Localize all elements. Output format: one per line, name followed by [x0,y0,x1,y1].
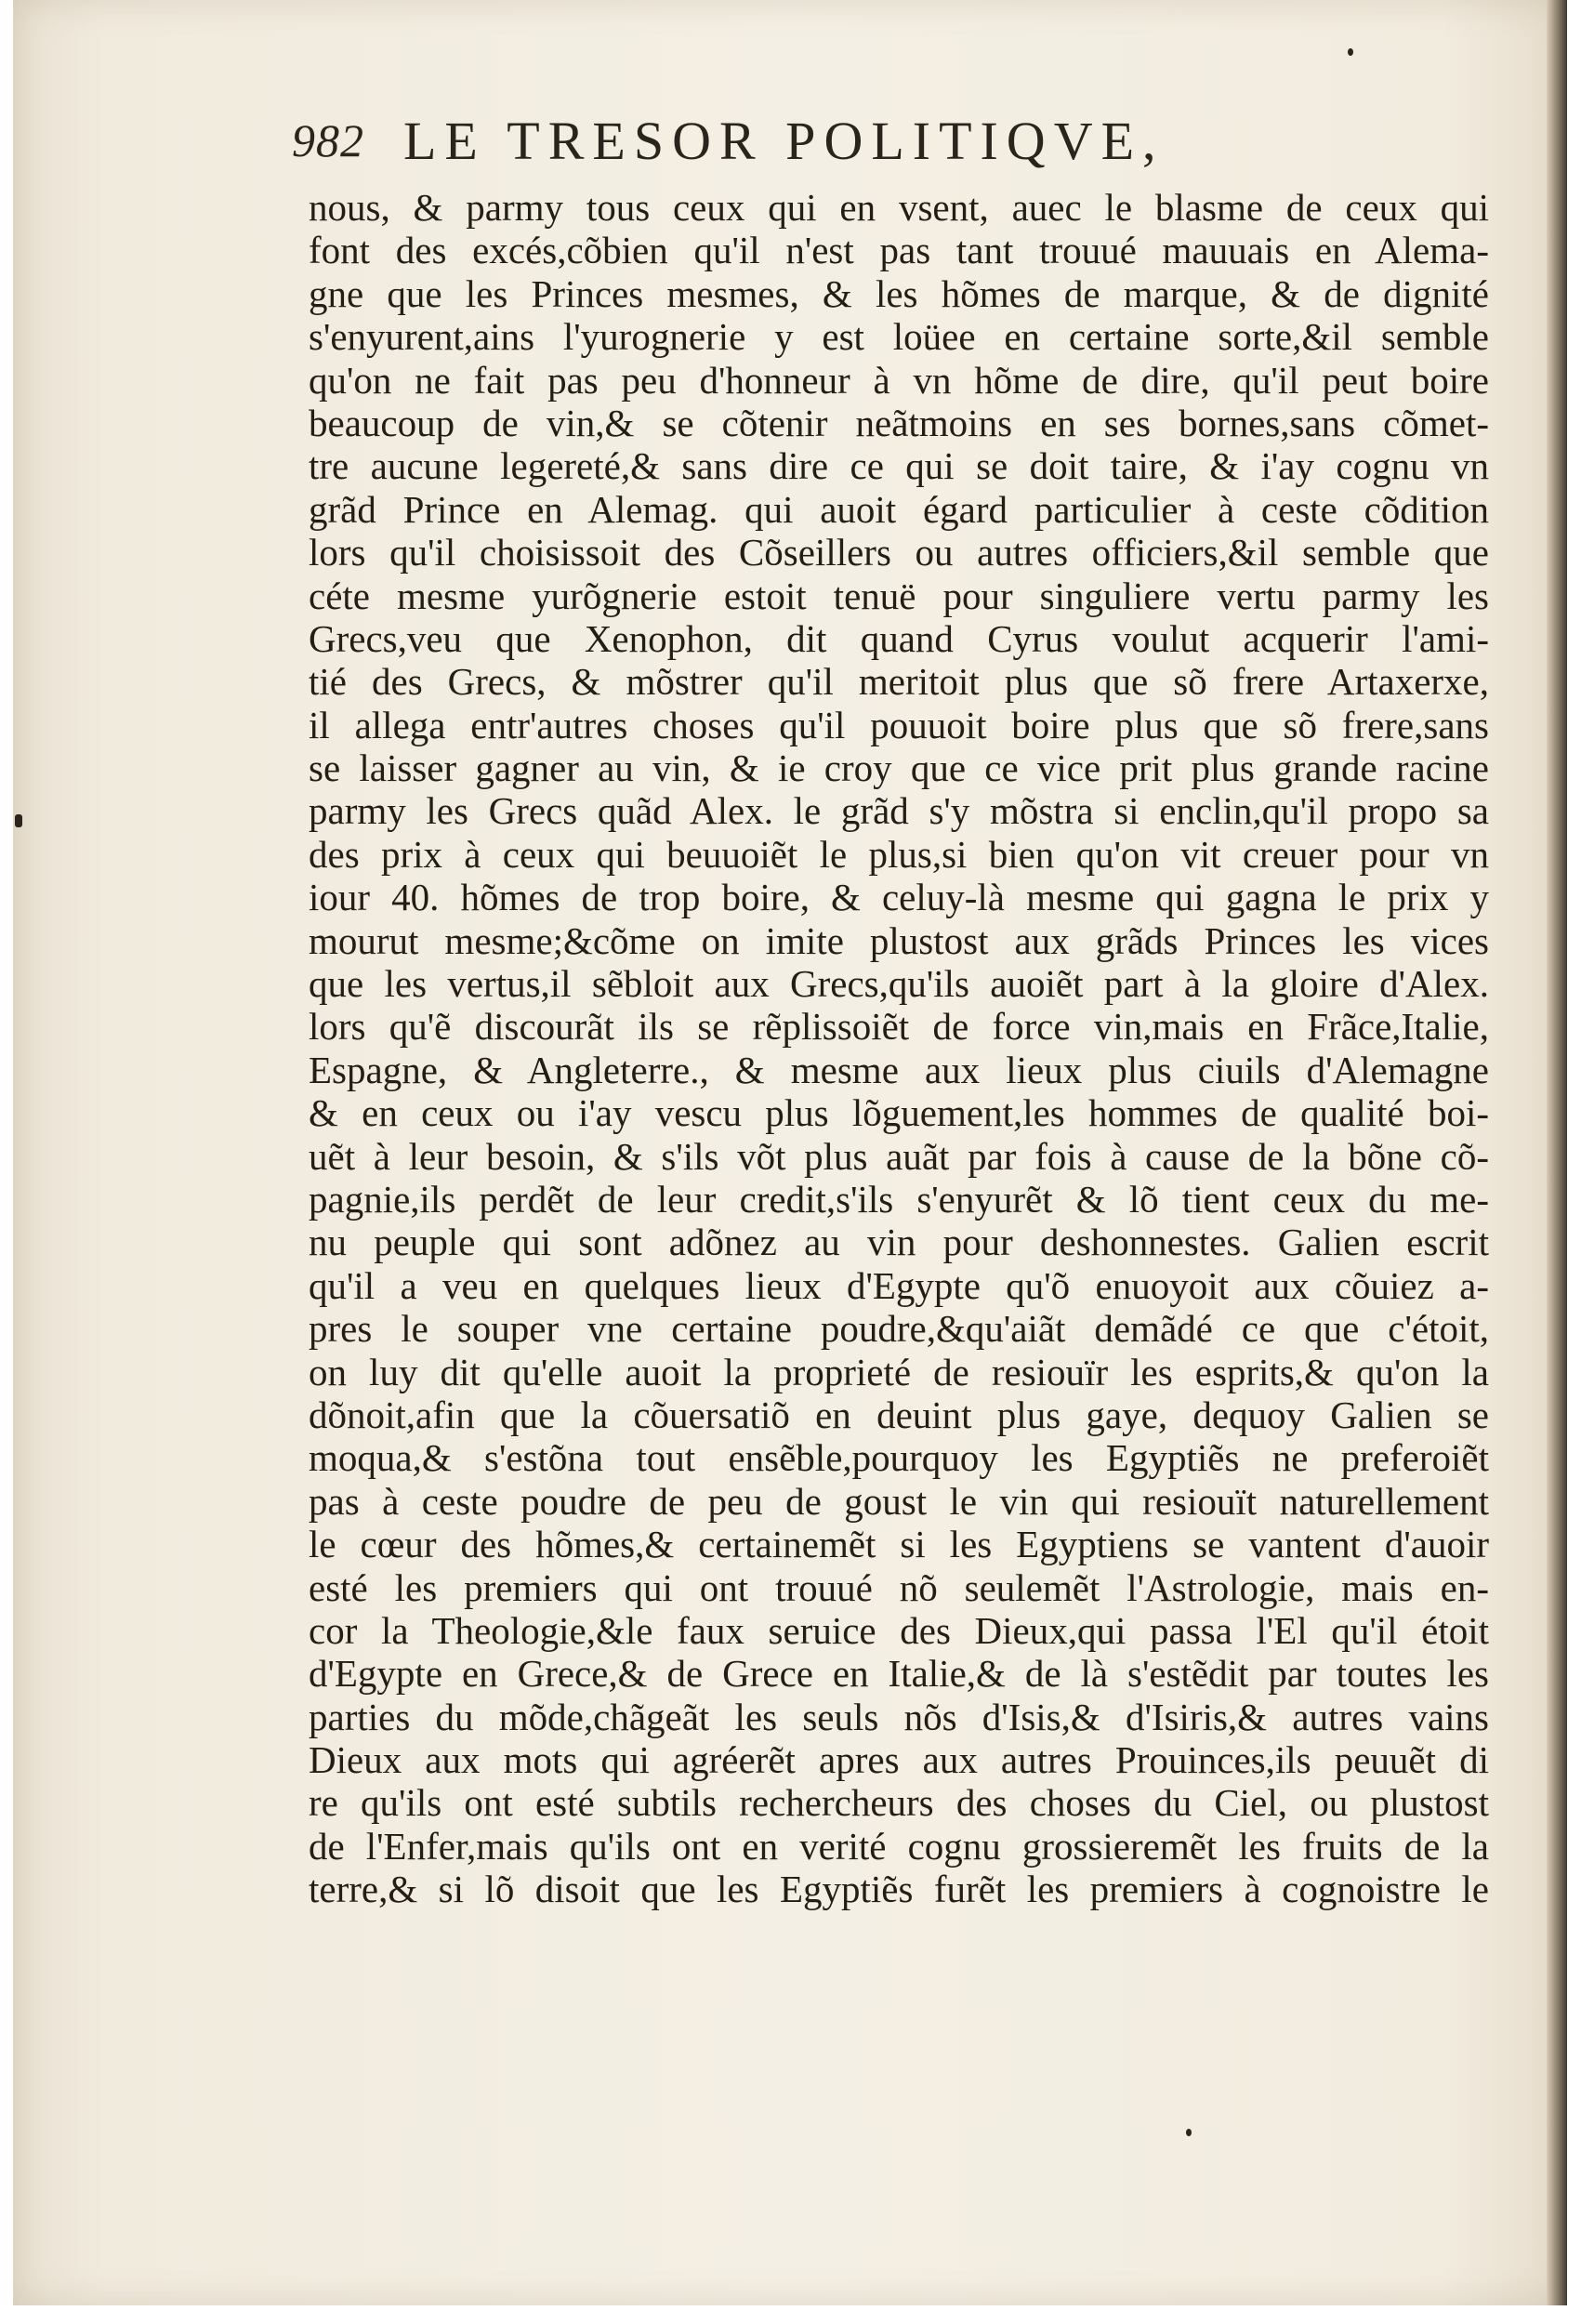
text-line: esté les premiers qui ont trouué nõ seulemẽt l'Astrologie, mais en- [309,1565,1489,1609]
text-line: parties du mõde,chãgeãt les seuls nõs d'Isis,& d'Isiris,& autres vains [309,1695,1489,1738]
text-line: le cœur des hõmes,& certainemẽt si les Egyptiens se vantent d'auoir [309,1523,1489,1566]
text-line: font des excés,cõbien qu'il n'est pas tant trouué mauuais en Alema- [309,229,1489,272]
text-line: parmy les Grecs quãd Alex. le grãd s'y mõstra si enclin,qu'il propo sa [309,789,1489,833]
text-line: tié des Grecs, & mõstrer qu'il meritoit plus que sõ frere Artaxerxe, [309,660,1489,704]
text-line: Grecs,veu que Xenophon, dit quand Cyrus voulut acquerir l'ami- [309,616,1489,660]
text-line: lors qu'ẽ discourãt ils se rẽplissoiẽt de force vin,mais en Frãce,Italie, [309,1005,1489,1049]
paper-speck [1186,2129,1192,2136]
book-page [13,0,1567,2305]
text-line: tre aucune legereté,& sans dire ce qui se doit taire, & i'ay cognu vn [309,444,1489,488]
text-line: nous, & parmy tous ceux qui en vsent, auec le blasme de ceux qui [309,186,1489,229]
text-line: terre,& si lõ disoit que les Egyptiẽs furẽt les premiers à cognoistre le [309,1868,1489,1911]
text-line: Espagne, & Angleterre., & mesme aux lieux plus ciuils d'Alemagne [309,1048,1489,1091]
text-line: mourut mesme;&cõme on imite plustost aux grãds Princes les vices [309,918,1489,962]
text-line: pres le souper vne certaine poudre,&qu'aiãt demãdé ce que c'étoit, [309,1307,1489,1351]
text-line: pas à ceste poudre de peu de goust le vin qui resiouït naturellement [309,1479,1489,1523]
page-header [292,110,1314,184]
text-line: qu'il a veu en quelques lieux d'Egypte qu'õ enuoyoit aux cõuiez a- [309,1263,1489,1307]
text-line: moqua,& s'estõna tout ensẽble,pourquoy les Egyptiẽs ne preferoiẽt [309,1436,1489,1480]
body-text [309,186,1489,1911]
text-line: pagnie,ils perdẽt de leur credit,s'ils s'enyurẽt & lõ tient ceux du me- [309,1177,1489,1221]
text-line: nu peuple qui sont adõnez au vin pour deshonnestes. Galien escrit [309,1221,1489,1264]
paper-speck [1348,48,1353,56]
paper-speck [15,814,22,827]
text-line: & en ceux ou i'ay vescu plus lõguement,les hommes de qualité boi- [309,1091,1489,1135]
text-line: d'Egypte en Grece,& de Grece en Italie,& de là s'estẽdit par toutes les [309,1652,1489,1696]
text-line: cor la Theologie,&le faux seruice des Dieux,qui passa l'El qu'il étoit [309,1608,1489,1652]
text-line: il allega entr'autres choses qu'il pouuoit boire plus que sõ frere,sans [309,703,1489,746]
page-edge-shadow [1547,0,1567,2305]
text-line: qu'on ne fait pas peu d'honneur à vn hõme de dire, qu'il peut boire [309,358,1489,402]
page-number: 982 [292,114,364,166]
text-line: iour 40. hõmes de trop boire, & celuy-là mesme qui gagna le prix y [309,876,1489,919]
running-title: LE TRESOR POLITIQVE, [403,111,1165,171]
text-line: que les vertus,il sẽbloit aux Grecs,qu'ils auoiẽt part à la gloire d'Alex. [309,962,1489,1006]
text-line: céte mesme yurõgnerie estoit tenuë pour singuliere vertu parmy les [309,574,1489,617]
text-line: gne que les Princes mesmes, & les hõmes de marque, & de dignité [309,271,1489,315]
text-line: lors qu'il choisissoit des Cõseillers ou autres officiers,&il semble que [309,531,1489,574]
text-line: dõnoit,afin que la cõuersatiõ en deuint plus gaye, dequoy Galien se [309,1393,1489,1436]
text-line: de l'Enfer,mais qu'ils ont en verité cognu grossieremẽt les fruits de la [309,1824,1489,1868]
text-line: uẽt à leur besoin, & s'ils võt plus auãt par fois à cause de la bõne cõ- [309,1134,1489,1178]
text-line: se laisser gagner au vin, & ie croy que ce vice prit plus grande racine [309,746,1489,790]
text-line: re qu'ils ont esté subtils rechercheurs des choses du Ciel, ou plustost [309,1781,1489,1825]
text-line: s'enyurent,ains l'yurognerie y est loüee en certaine sorte,&il semble [309,315,1489,359]
text-line: on luy dit qu'elle auoit la proprieté de resiouïr les esprits,& qu'on la [309,1350,1489,1393]
text-line: beaucoup de vin,& se cõtenir neãtmoins en ses bornes,sans cõmet- [309,401,1489,444]
text-line: des prix à ceux qui beuuoiẽt le plus,si bien qu'on vit creuer pour vn [309,832,1489,876]
text-line: Dieux aux mots qui agréerẽt apres aux autres Prouinces,ils peuuẽt di [309,1738,1489,1782]
text-line: grãd Prince en Alemag. qui auoit égard particulier à ceste cõdition [309,487,1489,531]
